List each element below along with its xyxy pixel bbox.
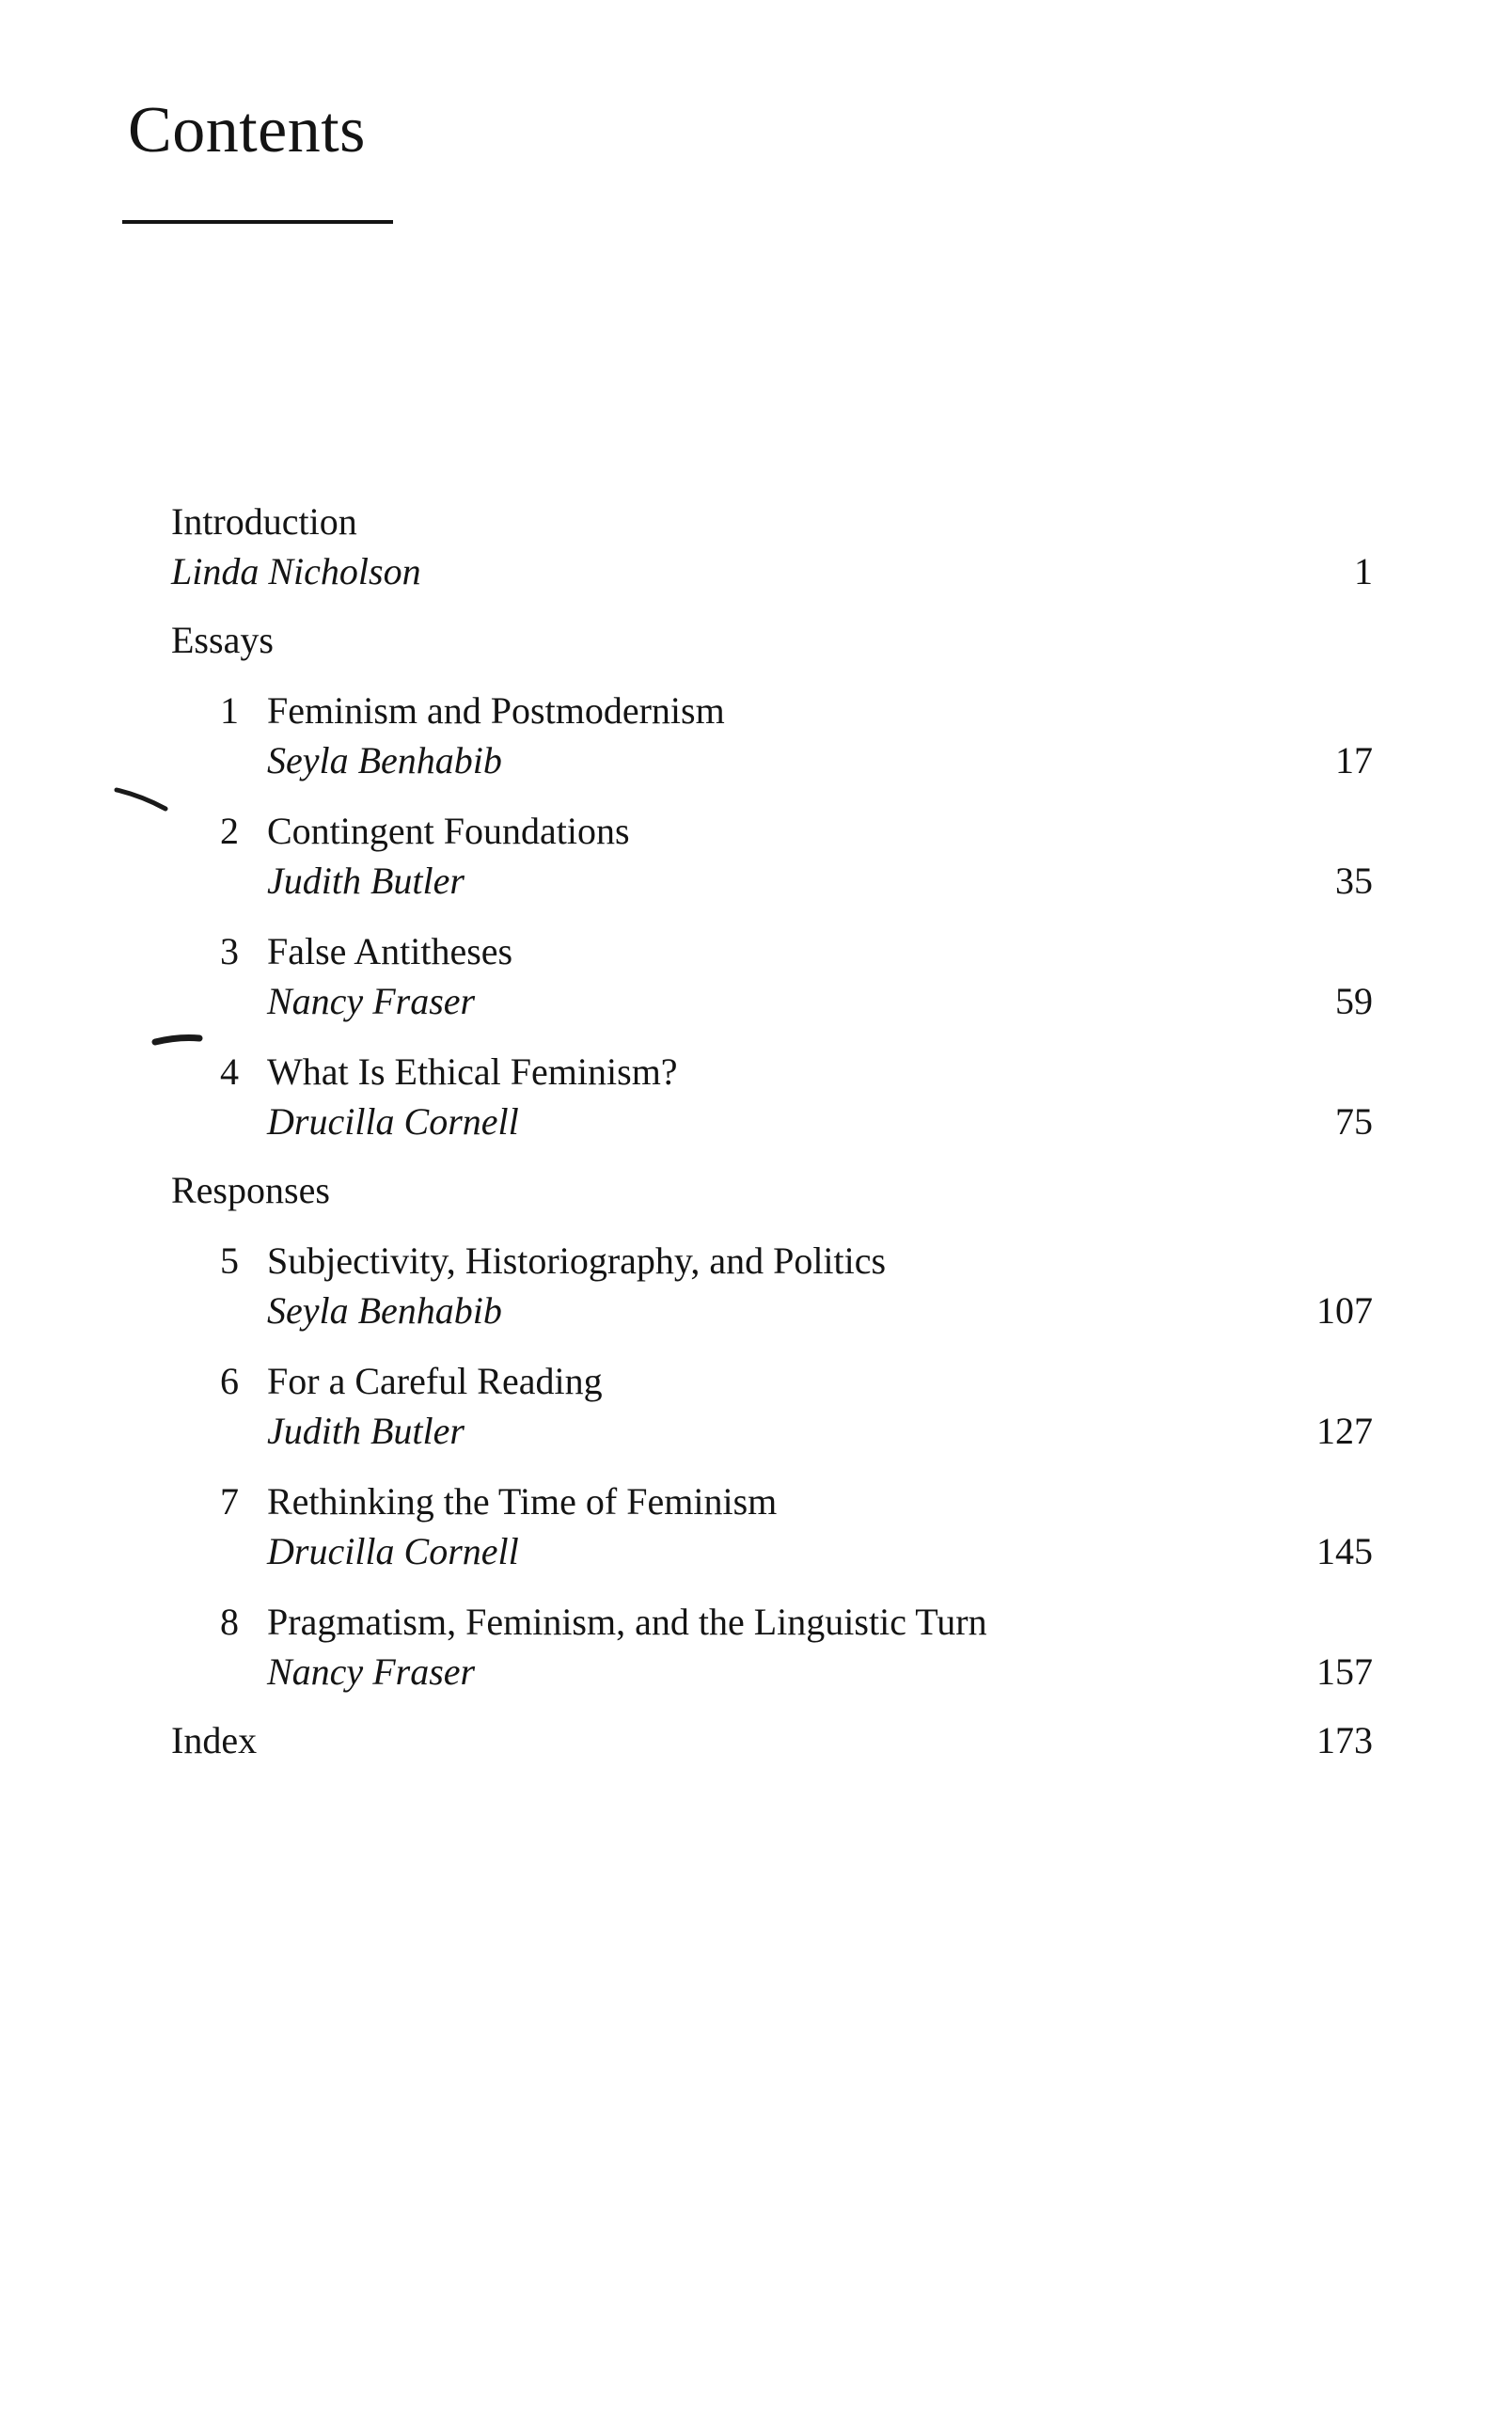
entry-title: Pragmatism, Feminism, and the Linguistic Turn bbox=[267, 1601, 987, 1643]
entry-author: Judith Butler bbox=[267, 1410, 465, 1452]
entry-author: Drucilla Cornell bbox=[267, 1100, 519, 1143]
entry-page: 127 bbox=[1316, 1410, 1373, 1452]
entry-number: 5 bbox=[220, 1239, 239, 1282]
entry-page: 1 bbox=[1354, 550, 1373, 592]
entry-number: 8 bbox=[220, 1601, 239, 1643]
entry-number: 7 bbox=[220, 1480, 239, 1523]
entry-title: Rethinking the Time of Feminism bbox=[267, 1480, 778, 1523]
toc-entry-introduction[interactable] bbox=[171, 497, 1373, 596]
entry-number: 6 bbox=[220, 1360, 239, 1402]
title-rule bbox=[122, 220, 393, 224]
entry-number: 1 bbox=[220, 689, 239, 732]
entry-author: Judith Butler bbox=[267, 860, 465, 902]
toc-entry[interactable] bbox=[171, 1236, 1373, 1335]
entry-author: Seyla Benhabib bbox=[267, 1289, 502, 1332]
toc-entry[interactable] bbox=[171, 1356, 1373, 1456]
toc-entry[interactable] bbox=[171, 1597, 1373, 1697]
entry-author: Nancy Fraser bbox=[267, 980, 476, 1022]
entry-page: 107 bbox=[1316, 1289, 1373, 1332]
entry-title: What Is Ethical Feminism? bbox=[267, 1050, 678, 1093]
pencil-tick-mark bbox=[117, 790, 165, 809]
toc-entry[interactable] bbox=[171, 686, 1373, 785]
entry-page: 173 bbox=[1316, 1719, 1373, 1761]
section-label-responses: Responses bbox=[171, 1169, 330, 1211]
toc-entry[interactable] bbox=[171, 1476, 1373, 1576]
table-of-contents bbox=[171, 497, 1373, 1765]
entry-page: 59 bbox=[1335, 980, 1373, 1022]
section-label-essays: Essays bbox=[171, 619, 274, 661]
toc-entry-index[interactable] bbox=[171, 1715, 1373, 1765]
entry-number: 3 bbox=[220, 930, 239, 972]
entry-page: 157 bbox=[1316, 1650, 1373, 1693]
entry-author: Drucilla Cornell bbox=[267, 1530, 519, 1572]
entry-author: Seyla Benhabib bbox=[267, 739, 502, 781]
toc-entry[interactable] bbox=[171, 926, 1373, 1026]
toc-entry[interactable] bbox=[171, 806, 1373, 906]
entry-title: Introduction bbox=[171, 500, 357, 543]
entry-page: 145 bbox=[1316, 1530, 1373, 1572]
entry-number: 2 bbox=[220, 810, 239, 852]
entry-title: False Antitheses bbox=[267, 930, 513, 972]
entry-title: Subjectivity, Historiography, and Politics bbox=[267, 1239, 887, 1282]
entry-number: 4 bbox=[220, 1050, 239, 1093]
entry-author: Nancy Fraser bbox=[267, 1650, 476, 1693]
entry-title: Feminism and Postmodernism bbox=[267, 689, 725, 732]
page-title: Contents bbox=[128, 94, 366, 166]
entry-title: Index bbox=[171, 1719, 258, 1761]
entry-page: 75 bbox=[1335, 1100, 1373, 1143]
toc-entry[interactable] bbox=[171, 1047, 1373, 1146]
entry-author: Linda Nicholson bbox=[171, 550, 421, 592]
entry-page: 17 bbox=[1335, 739, 1373, 781]
entry-title: For a Careful Reading bbox=[267, 1360, 603, 1402]
entry-page: 35 bbox=[1335, 860, 1373, 902]
entry-title: Contingent Foundations bbox=[267, 810, 630, 852]
